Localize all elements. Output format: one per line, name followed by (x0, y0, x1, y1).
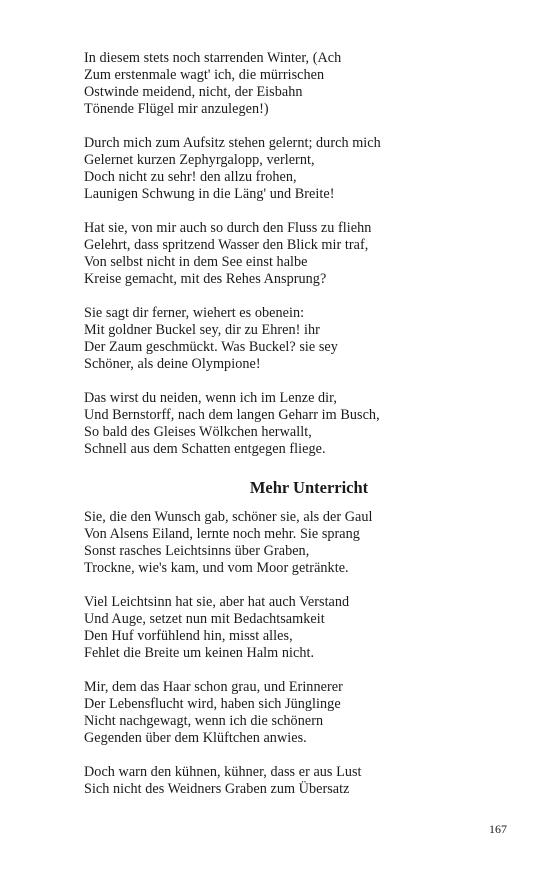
verse-line: Von Alsens Eiland, lernte noch mehr. Sie sprang (84, 526, 360, 542)
stanza (84, 305, 484, 373)
verse-line: Trockne, wie's kam, und vom Moor getränkte. (84, 560, 349, 576)
verse-line: Fehlet die Breite um keinen Halm nicht. (84, 645, 315, 661)
verse-line: Und Bernstorff, nach dem langen Geharr im Busch, (84, 407, 380, 423)
verse-line: Den Huf vorfühlend hin, misst alles, (84, 628, 293, 644)
verse-line: Sie sagt dir ferner, wiehert es obenein: (84, 305, 305, 321)
verse-line: Gegenden über dem Klüftchen anwies. (84, 730, 307, 746)
verse-line: Doch warn den kühnen, kühner, dass er aus Lust (84, 764, 362, 780)
verse-line: Schnell aus dem Schatten entgegen fliege. (84, 441, 326, 457)
verse-line: Sie, die den Wunsch gab, schöner sie, als der Gaul (84, 509, 373, 525)
verse-line: Gelernet kurzen Zephyrgalopp, verlernt, (84, 152, 315, 168)
stanza (84, 764, 484, 798)
section-heading: Mehr Unterricht (249, 478, 369, 497)
verse-line: Viel Leichtsinn hat sie, aber hat auch Verstand (84, 594, 350, 610)
verse-line: Schöner, als deine Olympione! (84, 356, 261, 372)
verse-line: Doch nicht zu sehr! den allzu frohen, (84, 169, 297, 185)
verse-line: Der Zaum geschmückt. Was Buckel? sie sey (84, 339, 338, 355)
page-body (84, 50, 484, 815)
verse-line: Zum erstenmale wagt' ich, die mürrischen (84, 67, 325, 83)
poem-part-2 (84, 509, 484, 798)
verse-line: So bald des Gleises Wölkchen herwallt, (84, 424, 312, 440)
verse-line: Sonst rasches Leichtsinns über Graben, (84, 543, 310, 559)
verse-line: Launigen Schwung in die Läng' und Breite! (84, 186, 335, 202)
verse-line: Sich nicht des Weidners Graben zum Übersatz (84, 781, 350, 797)
stanza (84, 135, 484, 203)
page-number: 167 (489, 822, 507, 836)
poem-part-1 (84, 50, 484, 458)
stanza (84, 220, 484, 288)
verse-line: Der Lebensflucht wird, haben sich Jünglinge (84, 696, 341, 712)
verse-line: Gelehrt, dass spritzend Wasser den Blick mir traf, (84, 237, 369, 253)
stanza (84, 390, 484, 458)
verse-line: Ostwinde meidend, nicht, der Eisbahn (84, 84, 303, 100)
verse-line: In diesem stets noch starrenden Winter, (Ach (84, 50, 342, 66)
stanza (84, 509, 484, 577)
verse-line: Kreise gemacht, mit des Rehes Ansprung? (84, 271, 327, 287)
verse-line: Das wirst du neiden, wenn ich im Lenze dir, (84, 390, 337, 406)
verse-line: Mir, dem das Haar schon grau, und Erinnerer (84, 679, 343, 695)
verse-line: Und Auge, setzet nun mit Bedachtsamkeit (84, 611, 325, 627)
stanza (84, 50, 484, 118)
stanza (84, 679, 484, 747)
verse-line: Mit goldner Buckel sey, dir zu Ehren! ihr (84, 322, 320, 338)
verse-line: Tönende Flügel mir anzulegen!) (84, 101, 269, 117)
verse-line: Nicht nachgewagt, wenn ich die schönern (84, 713, 324, 729)
verse-line: Durch mich zum Aufsitz stehen gelernt; durch mich (84, 135, 381, 151)
stanza (84, 594, 484, 662)
verse-line: Von selbst nicht in dem See einst halbe (84, 254, 308, 270)
verse-line: Hat sie, von mir auch so durch den Fluss zu fliehn (84, 220, 372, 236)
